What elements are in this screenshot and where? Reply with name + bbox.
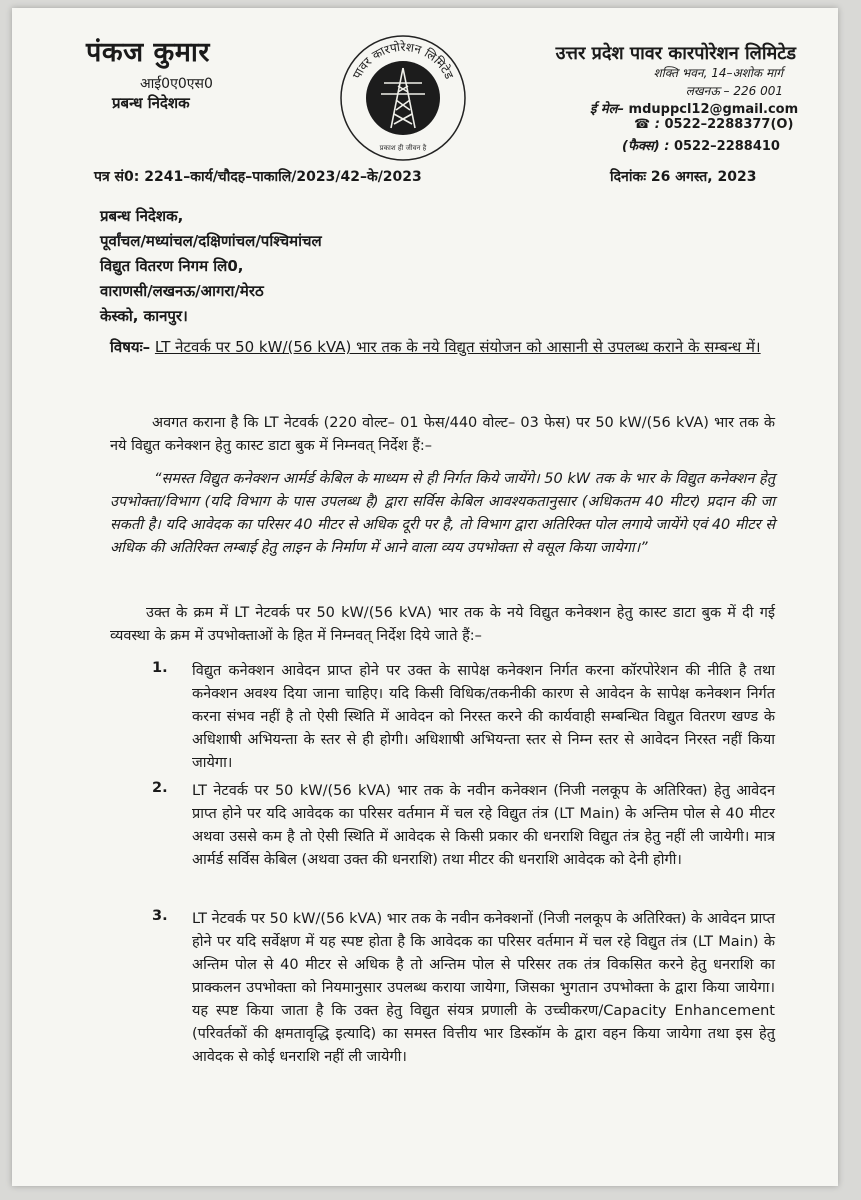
officer-service: आई0ए0एस0 [140, 76, 213, 92]
subject-line [110, 335, 775, 359]
letter-date [610, 167, 756, 186]
body-paragraph-2: उक्त के क्रम में LT नेटवर्क पर 50 kW/(56 kVA) भार तक के नये विद्युत कनेक्शन हेतु कास्ट डाटा बुक में दी गई व्यवस्था के क्रम में उपभोक्ताओं के हित में निम्नवत् निर्देश दिये जाते हैं:– [110, 605, 775, 644]
email-value: mduppcl12@gmail.com [628, 102, 799, 117]
body-paragraph-1: अवगत कराना है कि LT नेटवर्क (220 वोल्ट– 01 फेस/440 वोल्ट– 03 फेस) पर 50 kW/(56 kVA) भार तक के नये विद्युत कनेक्शन हेतु कास्ट डाटा बुक में निम्नवत् निर्देश हैं:– [110, 415, 775, 454]
officer-name: पंकज कुमार [86, 37, 210, 68]
phone-row [634, 117, 793, 132]
phone-icon: ☎ : [634, 117, 660, 132]
phone-value: 0522–2288377(O) [664, 117, 794, 132]
address-line-1: शक्ति भवन, 14–अशोक मार्ग [653, 66, 783, 80]
email-row [590, 99, 798, 117]
subject-label: विषयः– [110, 338, 151, 356]
item-text: LT नेटवर्क पर 50 kW/(56 kVA) भार तक के नवीन कनेक्शन (निजी नलकूप के अतिरिक्त) हेतु आवेदन प्राप्त होने पर यदि आवेदक का परिसर वर्तमान में चल रहे विद्युत तंत्र (LT Main) के अन्तिम पोल से 40 मीटर अथवा उससे कम है तो ऐसी स्थिति में आवेदक से किसी प्रकार की धनराशि विद्युत तंत्र हेतु नहीं ली जायेगी। मात्र आर्मर्ड सर्विस केबिल (अथवा उक्त की धनराशि) तथा मीटर की धनराशि आवेदक को देनी होगी। [192, 783, 775, 868]
fax-label: (फैक्स) : [622, 139, 670, 154]
addressee-line: विद्युत वितरण निगम लि0, [100, 257, 244, 275]
item-number: 1. [152, 660, 168, 676]
addressee-line: पूर्वांचल/मध्यांचल/दक्षिणांचल/पश्चिमांचल [100, 232, 322, 250]
addressee-line: प्रबन्ध निदेशक, [100, 207, 184, 225]
date-label: दिनांकः [610, 169, 647, 185]
fax-value: 0522–2288410 [673, 139, 780, 154]
addressee-line: वाराणसी/लखनऊ/आगरा/मेरठ [100, 282, 264, 300]
organisation-name: उत्तर प्रदेश पावर कारपोरेशन लिमिटेड [555, 43, 796, 64]
logo-motto: प्रकाश ही जीवन है [379, 144, 427, 152]
logo-seal-text: पावर कारपोरेशन लिमिटेड [349, 39, 457, 82]
addressee-line: केस्को, कानपुर। [100, 307, 188, 325]
letter-reference: पत्र सं0: 2241–कार्य/चौदह–पाकालि/2023/42–के/2023 [94, 169, 422, 185]
item-number: 2. [152, 780, 168, 796]
item-number: 3. [152, 908, 168, 924]
addressee-block [100, 204, 322, 329]
corporation-logo [336, 28, 470, 162]
item-text: LT नेटवर्क पर 50 kW/(56 kVA) भार तक के नवीन कनेक्शनों (निजी नलकूप के अतिरिक्त) के आवेदन प्राप्त होने पर यदि सर्वेक्षण में यह स्पष्ट होता है कि आवेदक का परिसर वर्तमान में चल रहे विद्युत तंत्र (LT Main) के अन्तिम पोल से 40 मीटर से अधिक है तो अन्तिम पोल से परिसर तक तंत्र विकसित करने हेतु धनराशि का प्राक्कलन उपभोक्ता को नियमानुसार उपलब्ध कराया जायेगा, जिसका भुगतान उपभोक्ता के द्वारा किया जायेगा। यह स्पष्ट किया जाता है कि उक्त हेतु विद्युत संयत्र प्रणाली के उच्चीकरण/Capacity Enhancement (परिवर्तकों की क्षमतावृद्धि इत्यादि) का समस्त वित्तीय भार डिस्कॉम के द्वारा वहन किया जायेगा तथा इस हेतु आवेदक से कोई धनराशि नहीं ली जायेगी। [192, 911, 775, 1065]
letter-page [12, 8, 838, 1186]
fax-row [622, 136, 780, 154]
date-value: 26 अगस्त, 2023 [650, 169, 757, 185]
item-text: विद्युत कनेक्शन आवेदन प्राप्त होने पर उक्त के सापेक्ष कनेक्शन निर्गत करना कॉरपोरेशन की नीति है तथा कनेक्शन अवश्य दिया जाना चाहिए। यदि किसी विधिक/तकनीकी कारण से आवेदन के सापेक्ष कनेक्शन निर्गत करना संभव नहीं है तो ऐसी स्थिति में आवेदन को निरस्त करने की कार्यवाही सम्बन्धित विद्युत वितरण खण्ड के अधिशाषी अभियन्ता के स्तर से ही होगी। अधिशाषी अभियन्ता स्तर से निम्न स्तर से आवेदन निरस्त नहीं किया जायेगा। [192, 663, 775, 771]
email-label: ई मेल– [590, 102, 624, 117]
quoted-instruction: “समस्त विद्युत कनेक्शन आर्मर्ड केबिल के माध्यम से ही निर्गत किये जायेंगे। 50 kW तक के भार के विद्युत कनेक्शन हेतु उपभोक्ता/विभाग (यदि विभाग के पास उपलब्ध है) द्वारा सर्विस केबिल आवश्यकतानुसार (अधिकतम 40 मीटर) प्रदान की जा सकती है। यदि आवेदक का परिसर 40 मीटर से अधिक दूरी पर है, तो विभाग द्वारा अतिरिक्त पोल लगाये जायेंगे एवं 40 मीटर से अधिक की अतिरिक्त लम्बाई हेतु लाइन के निर्माण में आने वाला व्यय उपभोक्ता से वसूल किया जायेगा।” [110, 471, 775, 556]
subject-text: LT नेटवर्क पर 50 kW/(56 kVA) भार तक के नये विद्युत संयोजन को आसानी से उपलब्ध कराने के सम्बन्ध में। [154, 338, 761, 356]
address-line-2: लखनऊ – 226 001 [685, 84, 783, 98]
officer-designation: प्रबन्ध निदेशक [112, 94, 190, 112]
